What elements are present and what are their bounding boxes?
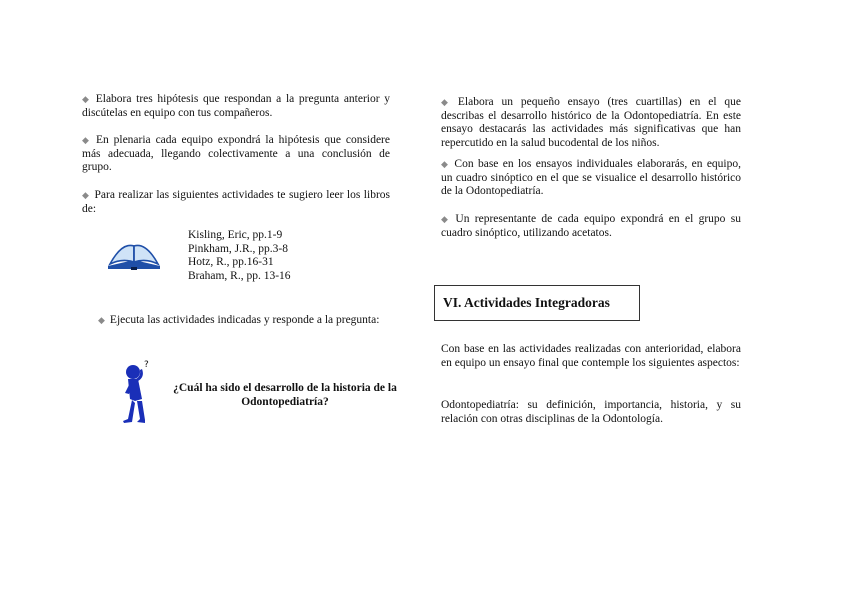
- thinking-person-icon: [118, 359, 158, 425]
- diamond-bullet-icon: ◆: [82, 94, 91, 104]
- book-item: Kisling, Eric, pp.1-9: [188, 229, 283, 241]
- left-para-hypotheses: ◆ Elabora tres hipótesis que respondan a la pregunta anterior y discútelas en equipo con tus compañeros.: [82, 93, 391, 119]
- diamond-bullet-icon: ◆: [441, 159, 450, 169]
- left-para-execute: ◆ Ejecuta las actividades indicadas y responde a la pregunta:: [98, 314, 380, 326]
- book-item: Pinkham, J.R., pp.3-8: [188, 242, 288, 255]
- diamond-bullet-icon: ◆: [441, 214, 451, 224]
- right-para-aspects: Odontopediatría: su definición, importancia, historia, y su relación con otras disciplinas de la Odontología.: [441, 399, 741, 425]
- left-para-plenaria: ◆ En plenaria cada equipo expondrá la hipótesis que considere más adecuada, llegando colectivamente a una conclusión de grupo.: [82, 134, 390, 173]
- svg-text:?: ?: [144, 360, 149, 370]
- diamond-bullet-icon: ◆: [98, 315, 105, 325]
- diamond-bullet-icon: ◆: [82, 190, 90, 200]
- diamond-bullet-icon: ◆: [82, 135, 91, 145]
- section-title: VI. Actividades Integradoras: [434, 285, 640, 321]
- right-para-essay: ◆ Elabora un pequeño ensayo (tres cuartillas) en el que describas el desarrollo histórico de la Odontopediatría. En este ensayo destacarás las actividades más significativas que han repercutido en la salud bucodental de los niños.: [441, 96, 742, 149]
- diamond-bullet-icon: ◆: [441, 97, 453, 107]
- book-item: Hotz, R., pp.16-31: [188, 256, 274, 268]
- right-para-representative: ◆ Un representante de cada equipo expondrá en el grupo su cuadro sinóptico, utilizando acetatos.: [441, 213, 741, 239]
- right-para-synoptic: ◆ Con base en los ensayos individuales elaborarás, en equipo, un cuadro sinóptico en el que se visualice el desarrollo histórico de la Odontopediatría.: [441, 158, 742, 197]
- book-list: [188, 229, 291, 283]
- left-para-books-intro: ◆ Para realizar las siguientes actividades te sugiero leer los libros de:: [82, 189, 391, 215]
- open-book-icon: [105, 236, 163, 270]
- right-para-final-essay: Con base en las actividades realizadas con anterioridad, elabora en equipo un ensayo final que contemple los siguientes aspectos:: [441, 343, 741, 369]
- central-question: ¿Cuál ha sido el desarrollo de la historia de la Odontopediatría?: [173, 382, 397, 408]
- book-item: Braham, R., pp. 13-16: [188, 269, 291, 282]
